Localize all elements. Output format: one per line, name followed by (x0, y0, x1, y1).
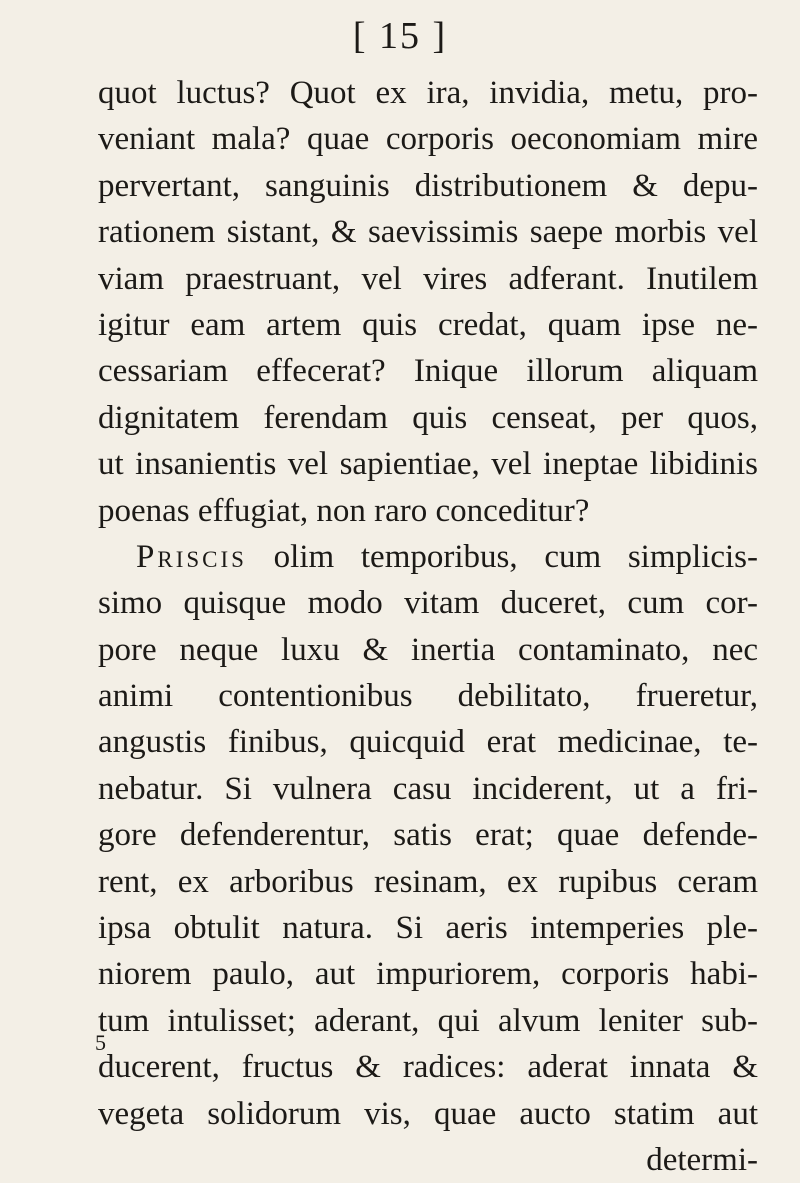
text-line: veniant mala? quae corporis oeconomiam mire (98, 121, 758, 158)
text-line: ut insanientis vel sapientiae, vel ineptae libidinis (98, 446, 758, 483)
text-line-rest: olim temporibus, cum simplicis- (273, 538, 759, 575)
text-line: vegeta solidorum vis, quae aucto statim aut (98, 1095, 758, 1132)
text-line: simo quisque modo vitam duceret, cum cor- (98, 585, 758, 622)
text-line: poenas effugiat, non raro conceditur? (98, 492, 590, 529)
text-line: viam praestruant, vel vires adferant. Inutilem (98, 260, 758, 297)
signature-mark: 5 (95, 1030, 106, 1055)
text-line: animi contentionibus debilitato, frueretur, (98, 678, 758, 715)
text-line: angustis finibus, quicquid erat medicinae, te- (98, 724, 758, 761)
text-line: pervertant, sanguinis distributionem & depu- (98, 167, 758, 204)
text-line: gore defenderentur, satis erat; quae defende- (98, 817, 758, 854)
text-line: rationem sistant, & saevissimis saepe morbis vel (98, 214, 758, 251)
text-line: niorem paulo, aut impuriorem, corporis habi- (98, 956, 758, 993)
text-line: cessariam effecerat? Inique illorum aliquam (98, 353, 758, 390)
text-line: igitur eam artem quis credat, quam ipse ne- (98, 306, 758, 343)
text-line: quot luctus? Quot ex ira, invidia, metu, pro- (98, 75, 758, 111)
text-line: nebatur. Si vulnera casu inciderent, ut a fri- (98, 770, 758, 807)
text-line: ipsa obtulit natura. Si aeris intemperies ple- (98, 910, 758, 947)
page-number: [ 15 ] (352, 15, 448, 57)
text-line: ducerent, fructus & radices: aderat innata & (98, 1049, 758, 1086)
smallcaps-word: Priscis (136, 538, 247, 575)
text-line: dignitatem ferendam quis censeat, per quos, (98, 399, 758, 436)
catchword: determi- (646, 1141, 758, 1178)
paragraph-start-line (98, 534, 758, 580)
body-text (98, 70, 758, 1183)
text-line: tum intulisset; aderant, qui alvum leniter sub- (98, 1002, 758, 1039)
text-line: rent, ex arboribus resinam, ex rupibus ceram (98, 863, 758, 900)
text-line: pore neque luxu & inertia contaminato, nec (98, 631, 758, 668)
